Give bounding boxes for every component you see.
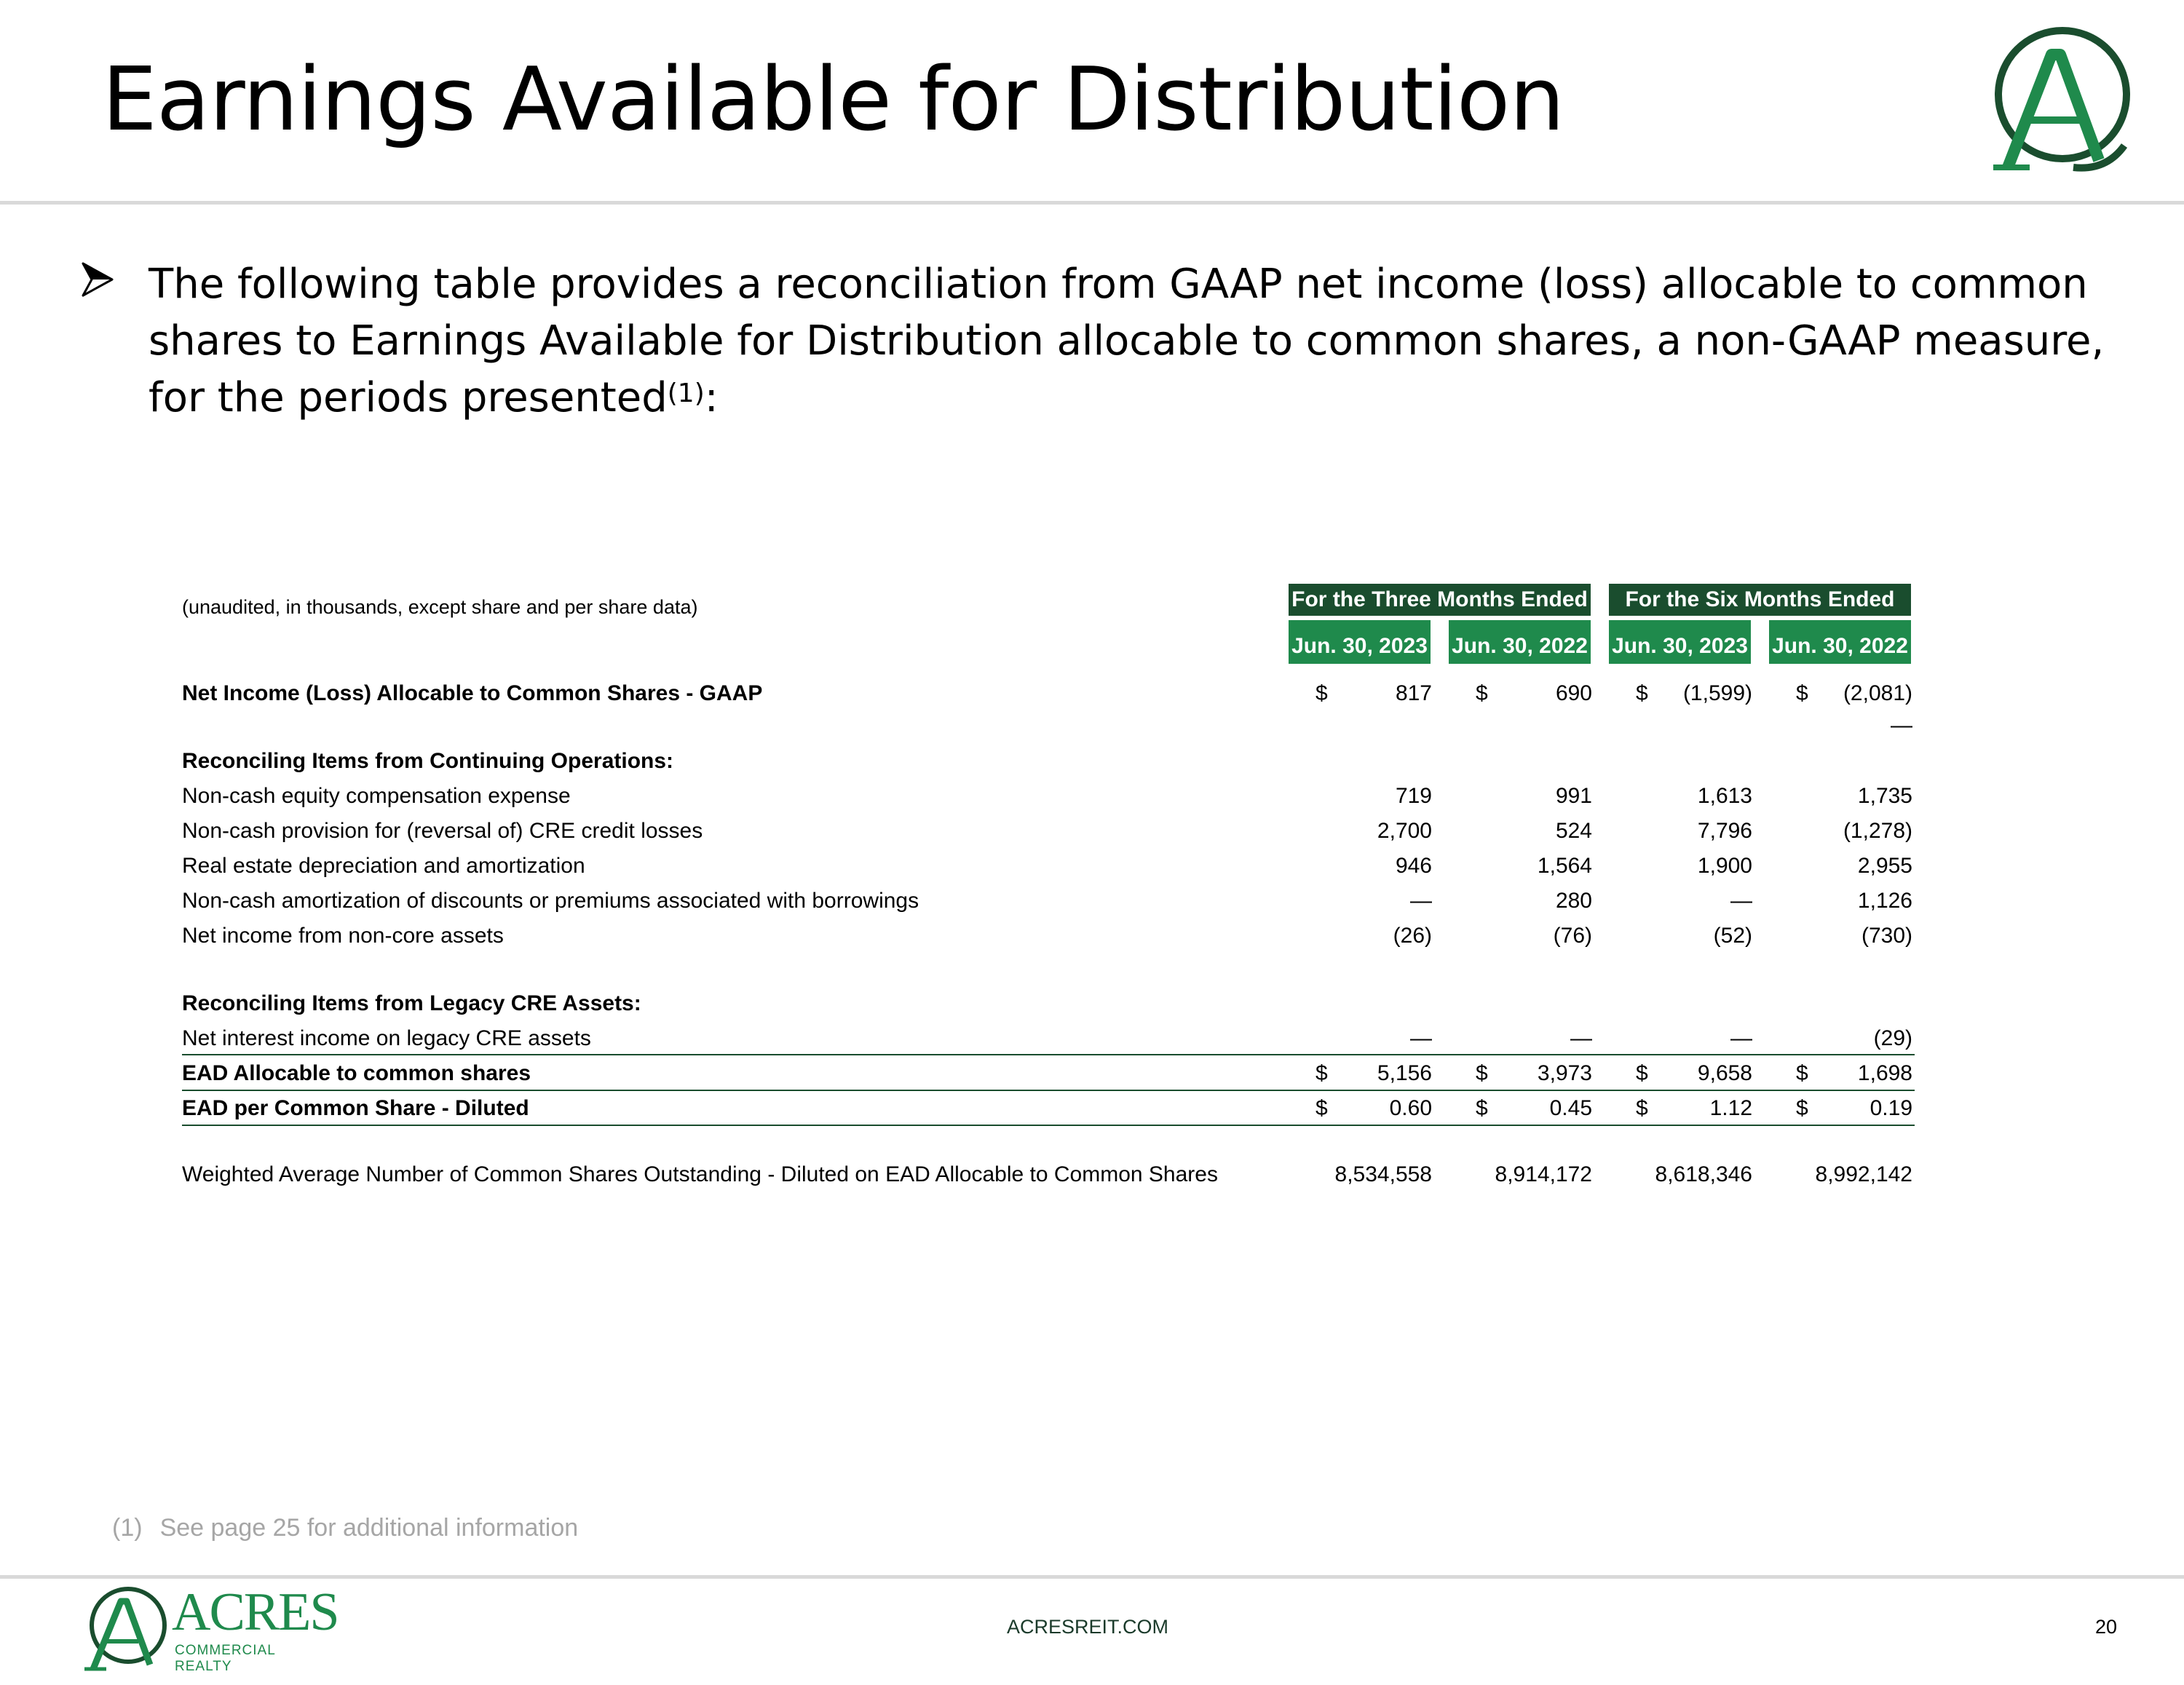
cell-value: 2,955 [1857, 854, 1912, 878]
dollar-sign: $ [1636, 1061, 1648, 1085]
row-label: Non-cash provision for (reversal of) CRE credit losses [182, 819, 703, 843]
footnote-text: See page 25 for additional information [159, 1514, 579, 1542]
intro-paragraph [149, 256, 2129, 427]
cell-value: 946 [1395, 854, 1432, 878]
cell-value: (26) [1393, 924, 1432, 948]
logo-wordmark: ACRES [172, 1582, 339, 1642]
dollar-sign: $ [1796, 1096, 1808, 1120]
row-label: Reconciling Items from Legacy CRE Assets: [182, 991, 641, 1015]
dollar-sign: $ [1796, 1061, 1808, 1085]
cell-value: 719 [1395, 784, 1432, 808]
cell-value: 991 [1555, 784, 1592, 808]
table-row-equity-comp [182, 779, 1915, 814]
row-label: EAD per Common Share - Diluted [182, 1096, 529, 1120]
row-label: Net interest income on legacy CRE assets [182, 1026, 591, 1050]
row-label: Non-cash amortization of discounts or premiums associated with borrowings [182, 889, 919, 913]
cell-value: 280 [1555, 889, 1592, 913]
cell-value: 8,534,558 [1334, 1162, 1432, 1186]
intro-text: The following table provides a reconciliation from GAAP net income (loss) allocable to common shares to Earnings Available for Distribution allocable to common shares, a non-GAAP measure, for the periods presented [149, 261, 2105, 421]
row-label: Non-cash equity compensation expense [182, 784, 571, 808]
cell-value: 1,564 [1537, 854, 1592, 878]
cell-value: 2,700 [1377, 819, 1432, 843]
footnote [112, 1514, 578, 1542]
cell-value: — [1730, 889, 1752, 913]
cell-value: 690 [1555, 681, 1592, 705]
cell-value: 524 [1555, 819, 1592, 843]
header-divider [0, 201, 2184, 205]
cell-value: 1,613 [1697, 784, 1752, 808]
col-header-4: Jun. 30, 2022 [1769, 620, 1911, 664]
footer-website: ACRESREIT.COM [1007, 1616, 1169, 1638]
table-row-net-interest [182, 1021, 1915, 1056]
section-heading-continuing [182, 744, 1915, 779]
acres-logo-icon [1979, 22, 2135, 178]
cell-value: (1,278) [1843, 819, 1912, 843]
table-row-net-income [182, 676, 1915, 711]
col-header-1: Jun. 30, 2023 [1289, 620, 1431, 664]
cell-value: — [1891, 713, 1912, 737]
table-row-dash [182, 708, 1915, 743]
row-label: Net income from non-core assets [182, 924, 504, 948]
cell-value: — [1730, 1026, 1752, 1050]
cell-value: (76) [1553, 924, 1592, 948]
table-note: (unaudited, in thousands, except share and per share data) [182, 596, 698, 618]
row-divider [182, 1054, 1915, 1055]
cell-value: — [1570, 1026, 1592, 1050]
cell-value: 0.19 [1870, 1096, 1912, 1120]
row-label: Real estate depreciation and amortization [182, 854, 585, 878]
group-header-six-months: For the Six Months Ended [1609, 584, 1911, 616]
table-row-cre-credit [182, 814, 1915, 849]
cell-value: 7,796 [1697, 819, 1752, 843]
table-row-ead [182, 1056, 1915, 1091]
section-heading-legacy [182, 986, 1915, 1021]
logo-tagline: COMMERCIAL REALTY [175, 1643, 276, 1674]
footnote-number: (1) [112, 1514, 143, 1542]
cell-value: — [1410, 889, 1432, 913]
footer-logo [79, 1582, 339, 1674]
table-row-amortization-discounts [182, 884, 1915, 919]
cell-value: (29) [1873, 1026, 1912, 1050]
dollar-sign: $ [1476, 1096, 1488, 1120]
cell-value: 1,900 [1697, 854, 1752, 878]
cell-value: 0.60 [1389, 1096, 1432, 1120]
cell-value: 817 [1395, 681, 1432, 705]
table-row-noncore [182, 919, 1915, 953]
row-label: Net Income (Loss) Allocable to Common Shares - GAAP [182, 681, 763, 705]
row-divider [182, 1125, 1915, 1126]
dollar-sign: $ [1636, 681, 1648, 705]
cell-value: 9,658 [1697, 1061, 1752, 1085]
dollar-sign: $ [1476, 681, 1488, 705]
footer-divider [0, 1575, 2184, 1579]
row-label: Reconciling Items from Continuing Operations: [182, 749, 674, 773]
cell-value: (2,081) [1843, 681, 1912, 705]
cell-value: 1,735 [1857, 784, 1912, 808]
dollar-sign: $ [1315, 1096, 1328, 1120]
cell-value: (52) [1713, 924, 1752, 948]
table-row-weighted-shares [182, 1157, 1915, 1192]
page-title: Earnings Available for Distribution [102, 49, 1564, 151]
dollar-sign: $ [1315, 681, 1328, 705]
group-header-three-months: For the Three Months Ended [1289, 584, 1591, 616]
cell-value: 1.12 [1709, 1096, 1752, 1120]
arrow-bullet-icon [82, 262, 114, 297]
table-row-depreciation [182, 849, 1915, 884]
dollar-sign: $ [1636, 1096, 1648, 1120]
cell-value: (1,599) [1682, 681, 1752, 705]
table-row-ead-per-share [182, 1091, 1915, 1126]
dollar-sign: $ [1315, 1061, 1328, 1085]
intro-trailing: : [704, 374, 719, 421]
cell-value: 5,156 [1377, 1061, 1432, 1085]
cell-value: 1,698 [1857, 1061, 1912, 1085]
dollar-sign: $ [1796, 681, 1808, 705]
cell-value: 8,914,172 [1495, 1162, 1592, 1186]
col-header-3: Jun. 30, 2023 [1609, 620, 1751, 664]
cell-value: 1,126 [1857, 889, 1912, 913]
dollar-sign: $ [1476, 1061, 1488, 1085]
col-header-2: Jun. 30, 2022 [1449, 620, 1591, 664]
cell-value: 0.45 [1549, 1096, 1592, 1120]
acres-logo-small-icon [79, 1583, 173, 1674]
row-label: EAD Allocable to common shares [182, 1061, 531, 1085]
cell-value: 8,992,142 [1815, 1162, 1912, 1186]
cell-value: 3,973 [1537, 1061, 1592, 1085]
cell-value: — [1410, 1026, 1432, 1050]
page-number: 20 [2095, 1616, 2118, 1638]
cell-value: (730) [1861, 924, 1912, 948]
row-label: Weighted Average Number of Common Shares Outstanding - Diluted on EAD Allocable to Common Shares [182, 1162, 1218, 1186]
footnote-ref: (1) [667, 378, 705, 408]
cell-value: 8,618,346 [1655, 1162, 1752, 1186]
